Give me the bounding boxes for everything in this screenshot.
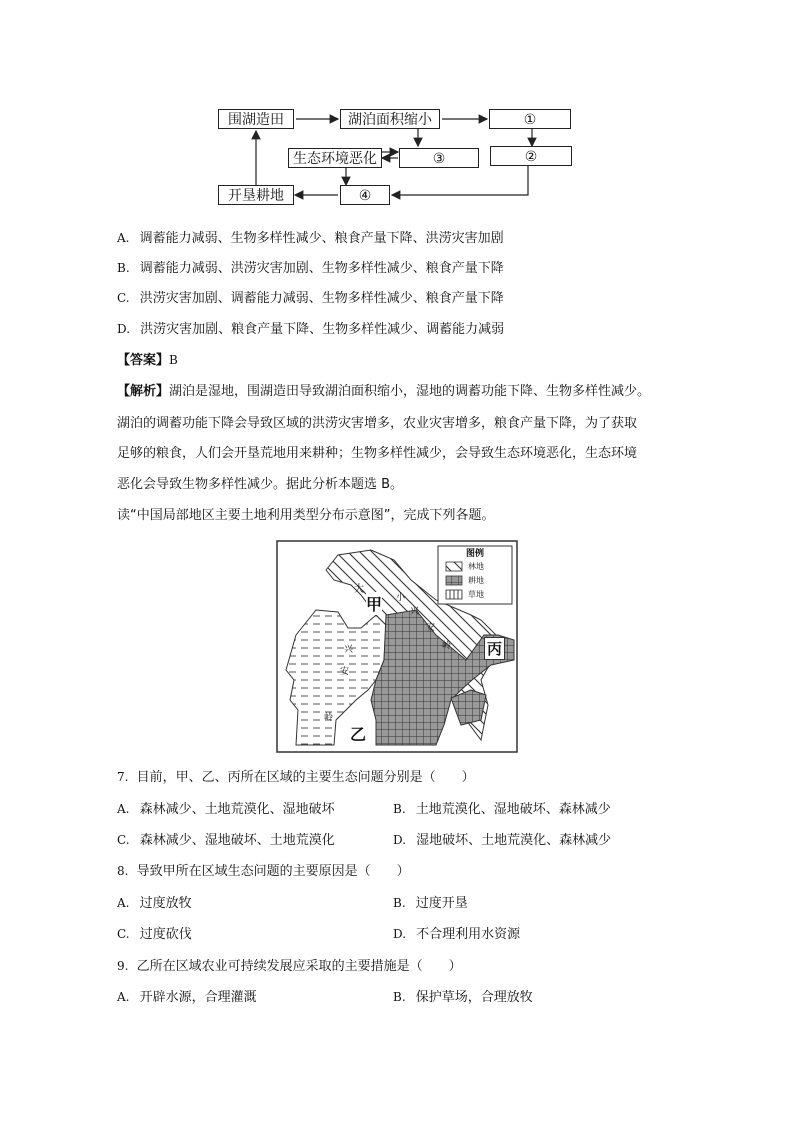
option-label: A. xyxy=(117,990,130,1004)
option-label: A. xyxy=(117,896,130,910)
answer-line xyxy=(117,350,178,371)
analysis-tag: 【解析】 xyxy=(117,384,170,399)
prev-option-b xyxy=(117,258,504,279)
map-label-xiao: 小 xyxy=(396,593,406,603)
arrow-n2-n4 xyxy=(392,165,528,195)
land-use-map xyxy=(276,540,518,753)
answer-value: B xyxy=(169,353,178,367)
map-label-an1: 安 xyxy=(426,623,436,633)
q7-option-a xyxy=(117,799,335,820)
option-text: 保护草场，合理放牧 xyxy=(415,990,533,1005)
analysis-line-3: 足够的粮食，人们会开垦荒地用来耕种；生物多样性减少，会导致生态环境恶化，生态环境 xyxy=(117,446,638,461)
flow-box-kaiken: 开垦耕地 xyxy=(218,185,294,205)
option-text: 洪涝灾害加剧、调蓄能力减弱、生物多样性减少、粮食产量下降 xyxy=(139,291,504,306)
option-label: B. xyxy=(117,261,130,275)
analysis-line-2: 湖泊的调蓄功能下降会导致区域的洪涝灾害增多，农业灾害增多，粮食产量下降，为了获取 xyxy=(117,416,638,431)
question-9-stem xyxy=(117,956,462,977)
option-label: D. xyxy=(393,833,407,847)
option-label: A. xyxy=(117,802,130,816)
legend-swatch-grass xyxy=(446,590,462,599)
question-number: 9. xyxy=(117,959,129,973)
flow-box-shengtai: 生态环境恶化 xyxy=(288,148,382,168)
region-bing-label: 丙 xyxy=(484,637,505,660)
option-text: 开辟水源，合理灌溉 xyxy=(139,990,257,1005)
region-jia-label: 甲 xyxy=(366,592,382,615)
option-label: B. xyxy=(393,802,406,816)
map-label-xing1: 兴 xyxy=(410,607,420,617)
option-label: D. xyxy=(117,322,131,336)
map-label-ling1: 岭 xyxy=(442,641,452,651)
option-text: 不合理利用水资源 xyxy=(416,927,521,942)
option-label: C. xyxy=(117,833,130,847)
legend-swatch-forest xyxy=(446,562,462,571)
question-7-stem xyxy=(117,767,475,788)
q7-option-c xyxy=(117,830,335,851)
map-label-ling2: 岭 xyxy=(324,713,334,723)
option-label: C. xyxy=(117,927,130,941)
question-text: 目前，甲、乙、丙所在区域的主要生态问题分别是（ ） xyxy=(136,770,475,785)
map-label-an2: 安 xyxy=(340,667,350,677)
option-text: 洪涝灾害加剧、粮食产量下降、生物多样性减少、调蓄能力减弱 xyxy=(140,322,505,337)
legend-label-forest: 林地 xyxy=(468,562,484,571)
question-number: 8. xyxy=(117,864,129,878)
q8-option-a xyxy=(117,893,192,914)
question-text: 乙所在区域农业可持续发展应采取的主要措施是（ ） xyxy=(136,959,462,974)
flow-box-hupo: 湖泊面积缩小 xyxy=(340,109,440,129)
option-label: C. xyxy=(117,291,130,305)
flow-box-n3: ③ xyxy=(399,148,479,168)
legend-label-grass: 草地 xyxy=(468,590,484,599)
flow-box-n1: ① xyxy=(489,109,571,129)
analysis-line-4: 恶化会导致生物多样性减少。据此分析本题选 B。 xyxy=(117,477,404,492)
q7-option-b xyxy=(393,799,611,820)
option-text: 过度开垦 xyxy=(415,896,468,911)
analysis-line-1 xyxy=(117,382,650,402)
option-text: 过度放牧 xyxy=(139,896,192,911)
q8-option-d xyxy=(393,924,520,945)
question-text: 导致甲所在区域生态问题的主要原因是（ ） xyxy=(136,864,410,879)
analysis-text: 湖泊是湿地，围湖造田导致湖泊面积缩小，湿地的调蓄功能下降、生物多样性减少。 xyxy=(169,384,651,399)
option-text: 调蓄能力减弱、洪涝灾害加剧、生物多样性减少、粮食产量下降 xyxy=(139,261,504,276)
legend-swatch-farm xyxy=(446,576,462,585)
q7-option-d xyxy=(393,830,611,851)
option-text: 土地荒漠化、湿地破坏、森林减少 xyxy=(415,802,611,817)
flow-box-weihu: 围湖造田 xyxy=(218,109,294,129)
option-label: A. xyxy=(117,231,130,245)
q9-option-b xyxy=(393,987,533,1008)
q8-option-b xyxy=(393,893,468,914)
flow-box-n4: ④ xyxy=(340,185,390,205)
map-label-xing2: 兴 xyxy=(344,645,354,655)
option-label: B. xyxy=(393,990,406,1004)
q8-option-c xyxy=(117,924,192,945)
answer-tag: 【答案】 xyxy=(117,353,170,368)
option-text: 调蓄能力减弱、生物多样性减少、粮食产量下降、洪涝灾害加剧 xyxy=(139,231,504,246)
option-label: B. xyxy=(393,896,406,910)
flow-box-n2: ② xyxy=(490,146,572,166)
region-yi-label: 乙 xyxy=(350,722,366,745)
question-number: 7. xyxy=(117,770,129,784)
map-label-da: 大 xyxy=(354,584,364,595)
flow-chart xyxy=(210,100,580,215)
prev-option-c xyxy=(117,288,504,309)
question-8-stem xyxy=(117,861,410,882)
option-text: 湿地破坏、土地荒漠化、森林减少 xyxy=(416,833,612,848)
prev-option-a xyxy=(117,228,504,249)
intro-line: 读“中国局部地区主要土地利用类型分布示意图”，完成下列各题。 xyxy=(117,508,495,523)
q9-option-a xyxy=(117,987,257,1008)
legend-title: 图例 xyxy=(466,549,485,559)
option-label: D. xyxy=(393,927,407,941)
prev-option-d xyxy=(117,319,504,340)
option-text: 森林减少、土地荒漠化、湿地破坏 xyxy=(139,802,335,817)
option-text: 森林减少、湿地破坏、土地荒漠化 xyxy=(139,833,335,848)
option-text: 过度砍伐 xyxy=(139,927,192,942)
legend-label-farm: 耕地 xyxy=(468,576,484,585)
